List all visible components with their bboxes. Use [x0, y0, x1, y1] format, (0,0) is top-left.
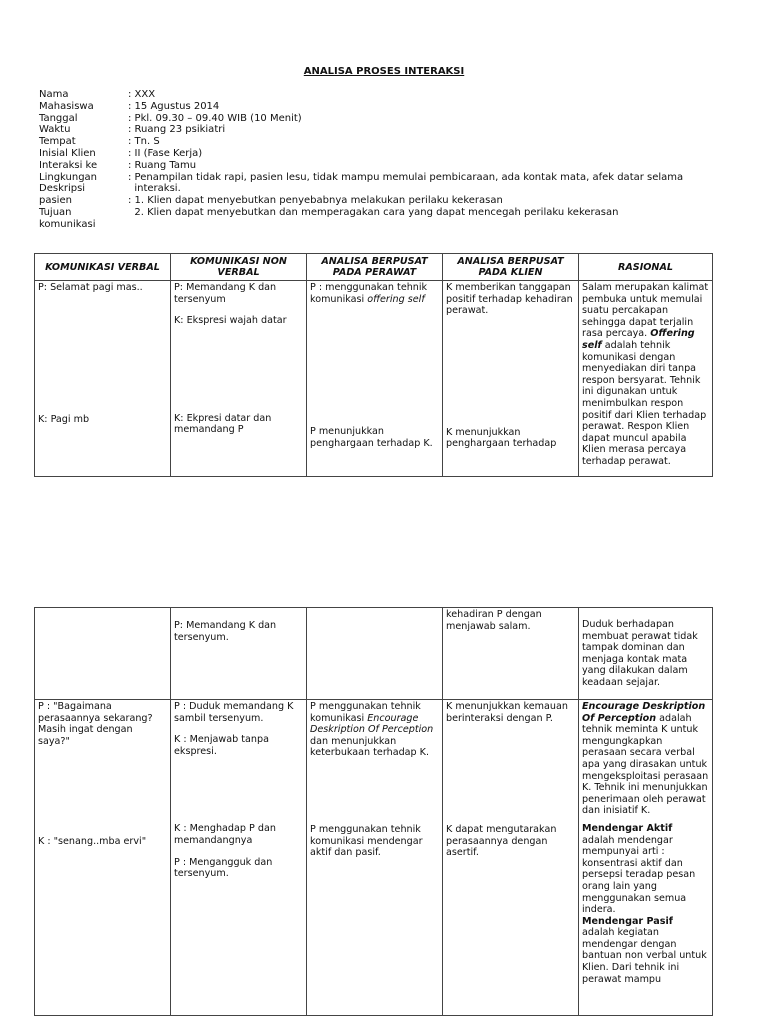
info-row	[39, 219, 739, 231]
perawat-text-italic: offering self	[367, 293, 425, 305]
info-value: interaksi.	[128, 183, 181, 195]
nonverbal-text: K: Ekpresi datar dan memandang P	[174, 412, 272, 436]
rasional-text: Duduk berhadapan membuat perawat tidak tampak dominan dan menjaga kontak mata yang dilakukan dalam keadaan sejajar.	[582, 619, 698, 688]
header-rasional: RASIONAL	[579, 254, 713, 281]
klien-text: kehadiran P dengan menjawab salam.	[446, 609, 542, 632]
rasional-text: adalah mendengar mempunyai arti : konsentrasi aktif dan persepsi teradap pesan orang lain yang menggunakan semua indera.	[582, 834, 696, 916]
cell-nonverbal	[171, 700, 307, 1016]
info-row	[39, 124, 739, 136]
header-verbal: KOMUNIKASI VERBAL	[35, 254, 171, 281]
info-block	[39, 89, 739, 231]
rasional-text	[582, 701, 709, 817]
info-value: : Ruang 23 psikiatri	[128, 124, 226, 136]
rasional-text	[582, 282, 709, 468]
verbal-text: P: Selamat pagi mas..	[38, 282, 143, 293]
perawat-text-plain: P menggunakan tehnik komunikasi	[310, 701, 421, 724]
perawat-text: P menggunakan tehnik komunikasi mendengar aktif dan pasif.	[310, 823, 423, 859]
info-value: : XXX	[128, 89, 156, 100]
nonverbal-text: K : Menghadap P dan memandangnya	[174, 823, 276, 846]
info-label: Tempat	[39, 136, 76, 148]
rasional-term: Encourage Deskription Of Perception	[582, 701, 706, 724]
cell-perawat	[307, 608, 443, 700]
cell-perawat	[307, 281, 443, 477]
info-label: Mahasiswa	[39, 100, 94, 112]
rasional-text: adalah kegiatan mendengar dengan bantuan non verbal untuk Klien. Dari tehnik ini perawat mampu	[582, 927, 707, 985]
perawat-text: P menunjukkan penghargaan terhadap K.	[310, 426, 433, 449]
info-row	[39, 183, 739, 195]
cell-rasional	[579, 700, 713, 1016]
info-label: Nama	[39, 89, 69, 100]
verbal-text: K : "senang..mba ervi"	[38, 836, 147, 848]
rasional-heading: Mendengar Pasif	[582, 915, 673, 927]
info-value: : II (Fase Kerja)	[128, 147, 203, 159]
info-value: 2. Klien dapat menyebutkan dan memperagakan cara yang dapat mencegah perilaku kekerasan	[128, 206, 619, 218]
info-label: komunikasi	[39, 218, 96, 230]
rasional-text-plain: Salam merupakan kalimat pembuka untuk memulai suatu percakapan sehingga dapat terjalin rasa percaya.	[582, 282, 709, 340]
interaction-table-page1	[34, 253, 713, 477]
cell-nonverbal	[171, 608, 307, 700]
info-value: : Pkl. 09.30 – 09.40 WIB (10 Menit)	[128, 112, 302, 124]
info-row	[39, 148, 739, 160]
info-row	[39, 136, 739, 148]
header-klien: ANALISA BERPUSAT PADA KLIEN	[443, 254, 579, 281]
info-row	[39, 113, 739, 125]
verbal-text: K: Pagi mb	[38, 413, 90, 425]
cell-verbal	[35, 608, 171, 700]
cell-rasional	[579, 281, 713, 477]
verbal-text: P : "Bagaimana perasaannya sekarang? Masih ingat dengan saya?"	[38, 701, 153, 747]
cell-klien	[443, 700, 579, 1016]
nonverbal-text: P : Duduk memandang K sambil tersenyum.	[174, 701, 294, 724]
klien-text: K memberikan tanggapan positif terhadap kehadiran perawat.	[446, 282, 573, 317]
info-label: Waktu	[39, 124, 71, 136]
nonverbal-text: K: Ekspresi wajah datar	[174, 315, 287, 327]
rasional-term: Offering self	[582, 328, 695, 351]
info-label: Inisial Klien	[39, 147, 96, 159]
klien-text: K dapat mengutarakan perasaannya dengan asertif.	[446, 824, 557, 859]
table-row	[35, 700, 713, 1016]
perawat-text-plain: dan menunjukkan keterbukaan terhadap K.	[310, 735, 430, 759]
cell-rasional	[579, 608, 713, 700]
header-perawat: ANALISA BERPUSAT PADA PERAWAT	[307, 254, 443, 281]
info-value: : 1. Klien dapat menyebutkan penyebabnya melakukan perilaku kekerasan	[128, 195, 503, 207]
table-header-row	[35, 254, 713, 281]
document-title: ANALISA PROSES INTERAKSI	[303, 66, 465, 77]
nonverbal-text: P: Memandang K dan tersenyum.	[174, 620, 277, 643]
info-row	[39, 89, 739, 101]
info-value: : Ruang Tamu	[128, 159, 197, 171]
info-label: Tanggal	[39, 112, 78, 124]
cell-klien	[443, 608, 579, 700]
perawat-text	[310, 282, 439, 305]
info-value	[128, 219, 739, 231]
cell-verbal	[35, 700, 171, 1016]
header-nonverbal: KOMUNIKASI NON VERBAL	[171, 254, 307, 281]
info-row	[39, 101, 739, 113]
nonverbal-text: P: Memandang K dan tersenyum	[174, 282, 277, 305]
rasional-text-plain: adalah tehnik komunikasi dengan menyediakan diri tanpa respon bersyarat. Tehnik ini digunakan untuk menimbulkan respon positif dari Klien terhadap perawat. Respon Klien dapat muncul apabila Klien merasa percaya terhadap perawat.	[582, 339, 707, 467]
rasional-heading: Mendengar Aktif	[582, 822, 673, 834]
perawat-text-italic: Encourage Deskription Of Perception	[310, 712, 434, 736]
table-row	[35, 281, 713, 477]
info-label: Interaksi ke	[39, 159, 98, 171]
table-row	[35, 608, 713, 700]
cell-nonverbal	[171, 281, 307, 477]
klien-text: K menunjukkan penghargaan terhadap	[446, 426, 557, 450]
klien-text: K menunjukkan kemauan berinteraksi dengan P.	[446, 701, 568, 724]
cell-perawat	[307, 700, 443, 1016]
info-row	[39, 172, 739, 184]
info-label: Tujuan	[39, 206, 72, 218]
perawat-text	[310, 701, 439, 759]
info-row	[39, 160, 739, 172]
interaction-table-page2	[34, 607, 713, 1016]
info-label: Lingkungan	[39, 171, 98, 183]
perawat-text-plain: P : menggunakan tehnik komunikasi	[310, 282, 428, 305]
cell-klien	[443, 281, 579, 477]
rasional-text-plain: adalah tehnik meminta K untuk mengungkapkan perasaan secara verbal apa yang dirasakan untuk mengeksploitasi perasaan K. Tehnik ini menunjukkan penerimaan oleh perawat dan inisiatif K.	[582, 712, 709, 817]
info-row	[39, 195, 739, 207]
cell-verbal	[35, 281, 171, 477]
info-row	[39, 207, 739, 219]
info-value: : Tn. S	[128, 136, 160, 148]
nonverbal-text: P : Mengangguk dan tersenyum.	[174, 856, 273, 880]
info-value: : Penampilan tidak rapi, pasien lesu, tidak mampu memulai pembicaraan, ada kontak mata, afek datar selama	[128, 171, 684, 183]
info-label: pasien	[39, 195, 72, 207]
info-label: Deskripsi	[39, 183, 86, 195]
nonverbal-text: K : Menjawab tanpa ekspresi.	[174, 734, 269, 757]
info-value: : 15 Agustus 2014	[128, 100, 220, 112]
